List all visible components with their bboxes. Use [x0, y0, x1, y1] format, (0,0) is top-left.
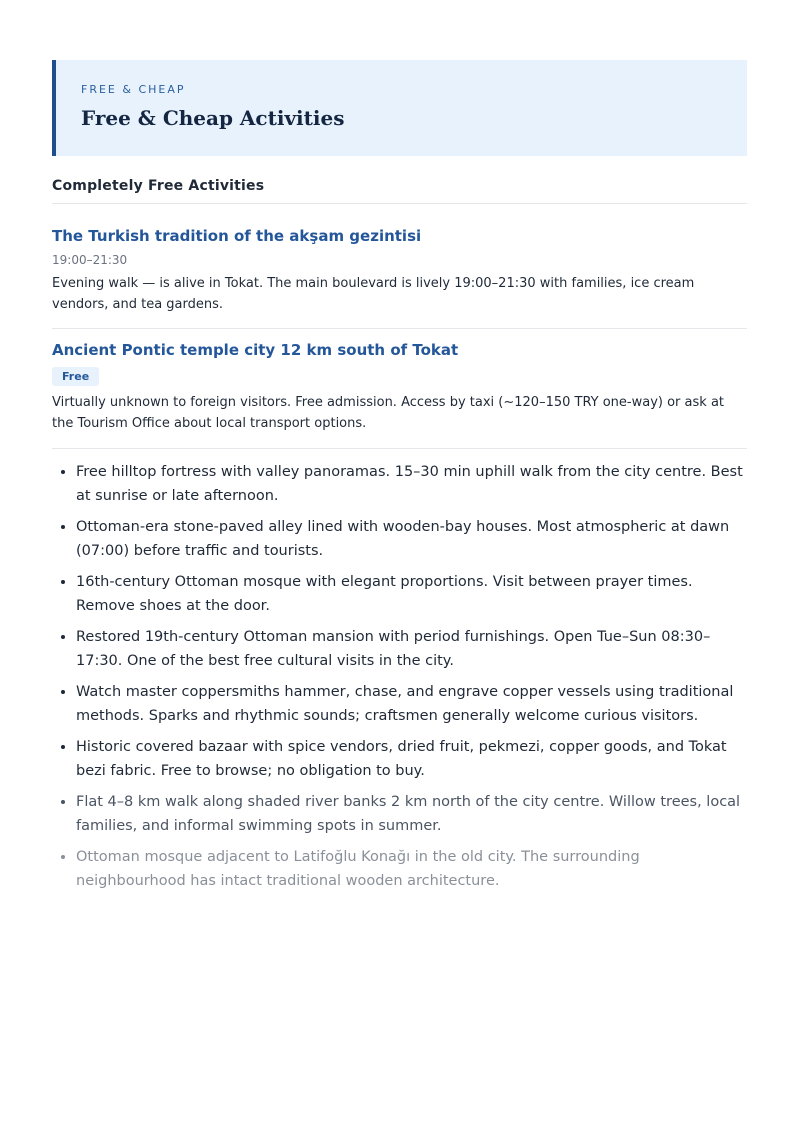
- activity-item: [52, 227, 747, 315]
- activity-description: Virtually unknown to foreign visitors. Free admission. Access by taxi (~120–150 TRY one-way) or ask at the Tourism Office about local transport options.: [52, 395, 725, 431]
- list-item: • 16th-century Ottoman mosque with elegant proportions. Visit between prayer times. Remove shoes at the door.: [76, 570, 747, 618]
- activity-description: Evening walk — is alive in Tokat. The main boulevard is lively 19:00–21:30 with families, ice cream vendors, and tea gardens.: [52, 276, 695, 312]
- list-item: • Ottoman-era stone-paved alley lined with wooden-bay houses. Most atmospheric at dawn (07:00) before traffic and tourists.: [76, 515, 747, 563]
- divider: [52, 448, 747, 449]
- list-item: • Historic covered bazaar with spice vendors, dried fruit, pekmezi, copper goods, and Tokat bezi fabric. Free to browse; no obligation to buy.: [76, 735, 747, 783]
- list-item: • Ottoman mosque adjacent to Latifoğlu Konağı in the old city. The surrounding neighbourhood has intact traditional wooden architecture.: [76, 845, 747, 893]
- free-badge: Free: [52, 367, 99, 386]
- section-heading: Completely Free Activities: [52, 178, 747, 204]
- activity-title: Ancient Pontic temple city 12 km south of Tokat: [52, 341, 459, 359]
- activity-title: The Turkish tradition of the akşam gezintisi: [52, 227, 422, 245]
- header-card: [52, 60, 747, 156]
- free-activities-list: [52, 460, 747, 900]
- page-title: Free & Cheap Activities: [81, 106, 345, 130]
- activity-item: [52, 341, 747, 434]
- list-item: • Watch master coppersmiths hammer, chase, and engrave copper vessels using traditional methods. Sparks and rhythmic sounds; craftsmen generally welcome curious visitors.: [76, 680, 747, 728]
- list-item: • Flat 4–8 km walk along shaded river banks 2 km north of the city centre. Willow trees, local families, and informal swimming spots in summer.: [76, 790, 747, 838]
- divider: [52, 328, 747, 329]
- list-item: • Restored 19th-century Ottoman mansion with period furnishings. Open Tue–Sun 08:30–17:30. One of the best free cultural visits in the city.: [76, 625, 747, 673]
- header-eyebrow: FREE & CHEAP: [81, 83, 186, 96]
- activity-time: 19:00–21:30: [52, 253, 128, 267]
- list-item: • Free hilltop fortress with valley panoramas. 15–30 min uphill walk from the city centre. Best at sunrise or late afternoon.: [76, 460, 747, 508]
